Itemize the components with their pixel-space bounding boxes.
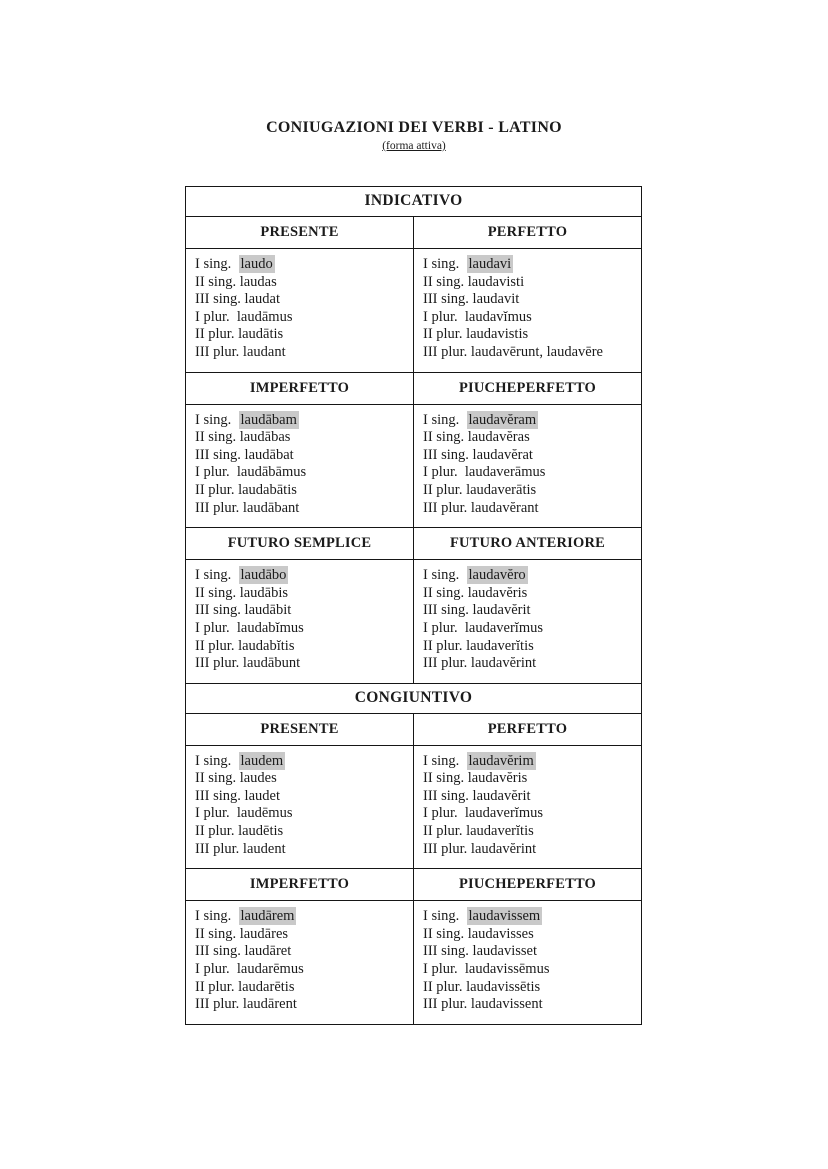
person-label: I sing. (423, 752, 467, 769)
conjugation-line (195, 482, 408, 500)
conjugation-line (423, 908, 636, 926)
verb-form: laudavissent (470, 996, 543, 1013)
forms-row (186, 249, 642, 373)
verb-form: laudavistis (466, 326, 529, 343)
person-label: II plur. (423, 823, 467, 840)
verb-form: laudavisti (467, 273, 525, 290)
conjugation-line (195, 908, 408, 926)
page-title: CONIUGAZIONI DEI VERBI - LATINO (266, 119, 562, 136)
conjugation-line (423, 620, 636, 638)
verb-form: laudaverātis (466, 481, 537, 498)
forms-cell-futuro-anteriore (414, 560, 642, 684)
conjugation-line (195, 274, 408, 292)
verb-form: laudavĭmus (464, 308, 532, 325)
person-label: II sing. (423, 770, 468, 787)
page-subtitle: (forma attiva) (382, 140, 446, 152)
verb-form: laudavērunt, laudavēre (470, 343, 603, 360)
verb-form: laudarētis (238, 978, 295, 995)
person-label: II plur. (195, 978, 239, 995)
conjugation-line (195, 344, 408, 362)
conjugation-line (423, 274, 636, 292)
verb-form: laudavĕram (468, 411, 537, 428)
conjugation-line (195, 823, 408, 841)
person-label: III plur. (423, 343, 471, 360)
verb-form: laudabĭtis (238, 637, 295, 654)
verb-form: laudavĕris (467, 584, 528, 601)
person-label: I plur. (423, 961, 465, 978)
mood-row (186, 187, 642, 217)
document-header (0, 119, 828, 152)
conjugation-line (423, 961, 636, 979)
verb-form: laudo (240, 256, 273, 272)
person-label: I sing. (195, 567, 239, 584)
conjugation-line (423, 788, 636, 806)
forms-cell-cong-presente (186, 745, 414, 869)
tense-header-cong-presente: PRESENTE (186, 713, 414, 745)
conjugation-line (423, 805, 636, 823)
verb-form: laudem (240, 752, 284, 769)
forms-row (186, 745, 642, 869)
conjugation-line (423, 979, 636, 997)
verb-form: laudavissētis (466, 978, 541, 995)
conjugation-line (423, 602, 636, 620)
forms-row (186, 901, 642, 1025)
person-label: III plur. (423, 655, 471, 672)
conjugation-line (195, 770, 408, 788)
verb-form: laudarēmus (236, 961, 304, 978)
verb-form: laudes (239, 770, 277, 787)
verb-form: laudavĕrit (472, 787, 531, 804)
verb-form: laudābāmus (236, 464, 307, 481)
verb-form: laudaverĭmus (464, 805, 544, 822)
person-label: II sing. (195, 273, 240, 290)
person-label: I plur. (195, 961, 237, 978)
conjugation-line (423, 753, 636, 771)
person-label: I plur. (195, 464, 237, 481)
tense-header-piucheperfetto: PIUCHEPERFETTO (414, 372, 642, 404)
conjugation-table (185, 186, 642, 1025)
verb-form: laudavi (468, 256, 512, 272)
person-label: II sing. (195, 925, 240, 942)
tense-header-futuro-semplice: FUTURO SEMPLICE (186, 528, 414, 560)
person-label: I sing. (195, 908, 239, 925)
conjugation-line (195, 943, 408, 961)
person-label: II plur. (195, 326, 239, 343)
verb-form: laudet (244, 787, 280, 804)
forms-cell-cong-perfetto (414, 745, 642, 869)
person-label: II plur. (195, 637, 239, 654)
tense-header-futuro-anteriore: FUTURO ANTERIORE (414, 528, 642, 560)
tense-header-cong-imperfetto: IMPERFETTO (186, 869, 414, 901)
conjugation-line (423, 655, 636, 673)
conjugation-line (195, 291, 408, 309)
person-label: III sing. (195, 291, 245, 308)
person-label: I plur. (195, 805, 237, 822)
person-label: III plur. (195, 343, 243, 360)
person-label: III plur. (195, 840, 243, 857)
tense-header-cong-perfetto: PERFETTO (414, 713, 642, 745)
verb-form: laudavit (472, 291, 520, 308)
conjugation-line (423, 344, 636, 362)
person-label: III sing. (195, 943, 245, 960)
person-label: III plur. (423, 840, 471, 857)
conjugation-line (423, 482, 636, 500)
forms-row (186, 560, 642, 684)
conjugation-line (195, 602, 408, 620)
person-label: I plur. (195, 619, 237, 636)
verb-form: laudēmus (236, 805, 293, 822)
person-label: III sing. (195, 787, 245, 804)
verb-form: laudavĕrim (468, 752, 534, 769)
conjugation-line (423, 464, 636, 482)
tense-header-imperfetto: IMPERFETTO (186, 372, 414, 404)
forms-cell-cong-piucheperfetto (414, 901, 642, 1025)
conjugation-line (423, 585, 636, 603)
verb-form: laudābunt (242, 655, 301, 672)
verb-form: laudaverĭtis (466, 823, 534, 840)
person-label: I plur. (423, 805, 465, 822)
tense-header-row (186, 372, 642, 404)
conjugation-line (195, 256, 408, 274)
person-label: I sing. (423, 256, 467, 272)
tense-header-row (186, 217, 642, 249)
verb-form: laudavĕrit (472, 602, 531, 619)
conjugation-line (423, 770, 636, 788)
verb-form: laudabātis (238, 481, 297, 498)
person-label: I plur. (423, 308, 465, 325)
person-label: II plur. (423, 637, 467, 654)
verb-form: laudābat (244, 446, 294, 463)
person-label: I plur. (423, 464, 465, 481)
conjugation-line (195, 753, 408, 771)
conjugation-line (195, 309, 408, 327)
tense-header-perfetto: PERFETTO (414, 217, 642, 249)
verb-form: laudaverĭmus (464, 619, 544, 636)
person-label: III sing. (423, 446, 473, 463)
conjugation-line (195, 655, 408, 673)
verb-form: laudavissem (468, 908, 541, 925)
conjugation-line (195, 996, 408, 1014)
forms-cell-presente (186, 249, 414, 373)
person-label: III sing. (423, 291, 473, 308)
person-label: II plur. (423, 326, 467, 343)
person-label: II sing. (423, 584, 468, 601)
conjugation-line (423, 309, 636, 327)
person-label: I sing. (423, 567, 467, 584)
conjugation-line (423, 926, 636, 944)
forms-row (186, 404, 642, 528)
forms-cell-perfetto (414, 249, 642, 373)
verb-form: laudavĕrint (470, 840, 537, 857)
person-label: III sing. (423, 602, 473, 619)
person-label: III sing. (195, 446, 245, 463)
tense-header-presente: PRESENTE (186, 217, 414, 249)
conjugation-line (195, 585, 408, 603)
verb-form: laudāres (239, 925, 289, 942)
verb-form: laudavĕrat (472, 446, 533, 463)
person-label: III sing. (423, 943, 473, 960)
conjugation-line (423, 996, 636, 1014)
person-label: II sing. (423, 429, 468, 446)
verb-form: laudāmus (236, 308, 293, 325)
mood-header-congiuntivo: CONGIUNTIVO (186, 683, 642, 713)
conjugation-line (423, 447, 636, 465)
person-label: II plur. (195, 823, 239, 840)
conjugation-line (423, 567, 636, 585)
verb-form: laudētis (238, 823, 284, 840)
verb-form: laudārent (242, 996, 297, 1013)
person-label: III plur. (423, 499, 471, 516)
verb-form: laudābo (240, 567, 287, 584)
person-label: I plur. (195, 308, 237, 325)
conjugation-line (423, 326, 636, 344)
verb-form: laudavĕras (467, 429, 530, 446)
person-label: III plur. (195, 655, 243, 672)
verb-form: laudent (242, 840, 286, 857)
verb-form: laudātis (238, 326, 284, 343)
conjugation-line (423, 429, 636, 447)
tense-header-row (186, 528, 642, 560)
conjugation-line (423, 291, 636, 309)
conjugation-line (195, 961, 408, 979)
conjugation-line (423, 823, 636, 841)
conjugation-line (423, 841, 636, 859)
person-label: III plur. (195, 996, 243, 1013)
verb-form: laudābit (244, 602, 292, 619)
person-label: I sing. (195, 752, 239, 769)
mood-header-indicativo: INDICATIVO (186, 187, 642, 217)
forms-cell-imperfetto (186, 404, 414, 528)
conjugation-line (423, 256, 636, 274)
tense-header-row (186, 869, 642, 901)
person-label: III plur. (195, 499, 243, 516)
person-label: I sing. (195, 411, 239, 428)
conjugation-line (195, 429, 408, 447)
person-label: I sing. (195, 256, 239, 272)
person-label: II sing. (423, 925, 468, 942)
verb-form: laudavĕrint (470, 655, 537, 672)
verb-form: laudābas (239, 429, 291, 446)
verb-form: laudabĭmus (236, 619, 304, 636)
person-label: II plur. (195, 481, 239, 498)
forms-cell-cong-imperfetto (186, 901, 414, 1025)
conjugation-line (195, 620, 408, 638)
person-label: II sing. (423, 273, 468, 290)
verb-form: laudārem (240, 908, 295, 925)
verb-form: laudābam (240, 411, 297, 428)
conjugation-line (195, 464, 408, 482)
verb-form: laudavĕrant (470, 499, 539, 516)
conjugation-line (195, 805, 408, 823)
conjugation-line (195, 412, 408, 430)
verb-form: laudavisset (472, 943, 537, 960)
verb-form: laudavissēmus (464, 961, 550, 978)
verb-form: laudavĕris (467, 770, 528, 787)
conjugation-line (195, 841, 408, 859)
conjugation-line (423, 412, 636, 430)
conjugation-line (195, 326, 408, 344)
tense-header-cong-piucheperfetto: PIUCHEPERFETTO (414, 869, 642, 901)
forms-cell-piucheperfetto (414, 404, 642, 528)
conjugation-line (195, 500, 408, 518)
conjugation-line (423, 638, 636, 656)
verb-form: laudavĕro (468, 567, 526, 584)
person-label: II sing. (195, 770, 240, 787)
conjugation-line (195, 638, 408, 656)
person-label: II sing. (195, 429, 240, 446)
verb-form: laudas (239, 273, 277, 290)
verb-form: laudaverāmus (464, 464, 546, 481)
person-label: II plur. (423, 481, 467, 498)
person-label: II sing. (195, 584, 240, 601)
person-label: I sing. (423, 411, 467, 428)
verb-form: laudābant (242, 499, 300, 516)
conjugation-line (195, 447, 408, 465)
conjugation-line (195, 926, 408, 944)
person-label: III sing. (423, 787, 473, 804)
person-label: I sing. (423, 908, 467, 925)
mood-row (186, 683, 642, 713)
person-label: III plur. (423, 996, 471, 1013)
person-label: I plur. (423, 619, 465, 636)
verb-form: laudāret (244, 943, 292, 960)
verb-form: laudābis (239, 584, 289, 601)
conjugation-line (423, 943, 636, 961)
person-label: III sing. (195, 602, 245, 619)
conjugation-line (195, 979, 408, 997)
conjugation-line (423, 500, 636, 518)
forms-cell-futuro-semplice (186, 560, 414, 684)
conjugation-line (195, 788, 408, 806)
verb-form: laudavisses (467, 925, 534, 942)
verb-form: laudant (242, 343, 286, 360)
verb-form: laudaverĭtis (466, 637, 534, 654)
person-label: II plur. (423, 978, 467, 995)
conjugation-line (195, 567, 408, 585)
verb-form: laudat (244, 291, 280, 308)
tense-header-row (186, 713, 642, 745)
